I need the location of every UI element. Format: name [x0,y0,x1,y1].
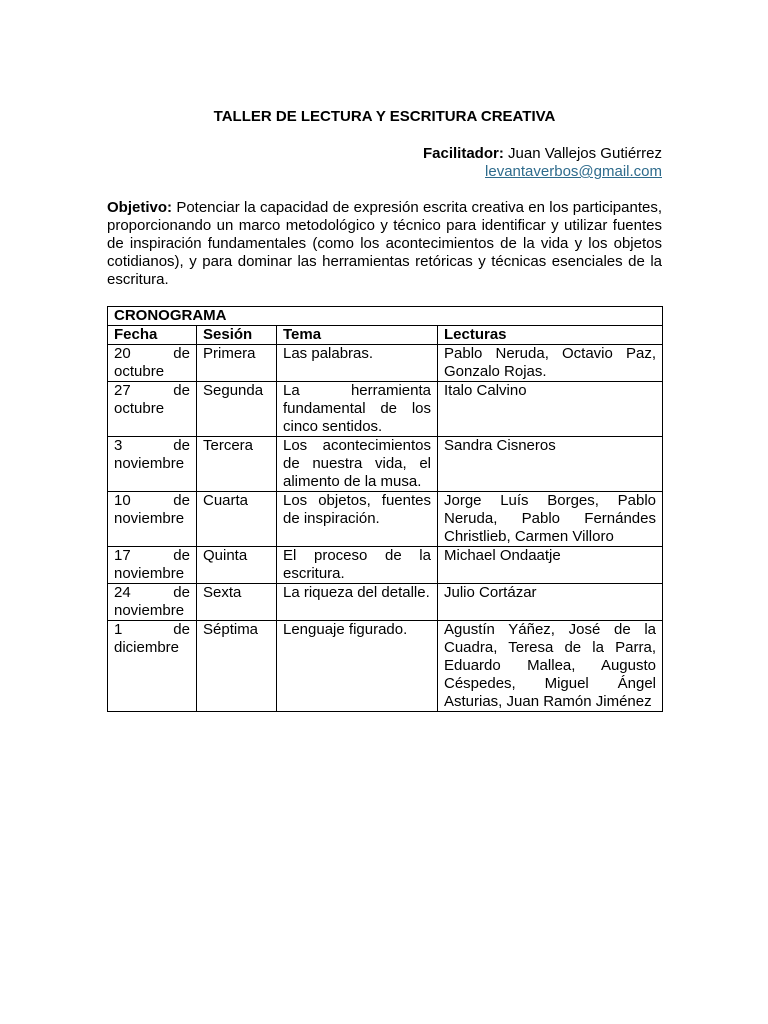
cell-lecturas: Italo Calvino [438,382,663,437]
schedule-caption-row [108,307,663,326]
column-header-fecha: Fecha [108,326,197,345]
cell-fecha: 3 de noviembre [108,437,197,492]
cell-sesion: Tercera [197,437,277,492]
cell-sesion: Quinta [197,547,277,584]
document-title: TALLER DE LECTURA Y ESCRITURA CREATIVA [213,108,556,125]
cell-fecha: 17 de noviembre [108,547,197,584]
cell-fecha: 10 de noviembre [108,492,197,547]
cell-tema: La riqueza del detalle. [277,584,438,621]
cell-sesion: Segunda [197,382,277,437]
cell-fecha: 27 de octubre [108,382,197,437]
table-row [108,547,663,584]
objective-paragraph [107,199,662,289]
objective-label: Objetivo: [107,199,173,216]
schedule-table [107,306,663,712]
cell-lecturas: Agustín Yáñez, José de la Cuadra, Teresa de la Parra, Eduardo Mallea, Augusto Céspedes, Miguel Ángel Asturias, Juan Ramón Jiménez [438,621,663,712]
table-row [108,621,663,712]
cell-fecha: 20 de octubre [108,345,197,382]
cell-sesion: Cuarta [197,492,277,547]
table-row [108,584,663,621]
cell-lecturas: Jorge Luís Borges, Pablo Neruda, Pablo Fernándes Christlieb, Carmen Villoro [438,492,663,547]
cell-fecha: 1 de diciembre [108,621,197,712]
cell-tema: Los acontecimientos de nuestra vida, el alimento de la musa. [277,437,438,492]
cell-lecturas: Michael Ondaatje [438,547,663,584]
schedule-caption: CRONOGRAMA [108,307,663,326]
cell-fecha: 24 de noviembre [108,584,197,621]
table-row [108,437,663,492]
column-header-tema: Tema [277,326,438,345]
cell-tema: Los objetos, fuentes de inspiración. [277,492,438,547]
cell-lecturas: Julio Cortázar [438,584,663,621]
facilitator-email-link[interactable]: levantaverbos@gmail.com [485,163,662,180]
cell-tema: Las palabras. [277,345,438,382]
cell-lecturas: Sandra Cisneros [438,437,663,492]
facilitator-name: Juan Vallejos Gutiérrez [508,145,662,162]
cell-sesion: Primera [197,345,277,382]
cell-lecturas: Pablo Neruda, Octavio Paz, Gonzalo Rojas. [438,345,663,382]
cell-sesion: Séptima [197,621,277,712]
column-header-lecturas: Lecturas [438,326,663,345]
table-row [108,492,663,547]
cell-sesion: Sexta [197,584,277,621]
table-row [108,345,663,382]
facilitator-line [423,145,662,163]
column-header-sesion: Sesión [197,326,277,345]
schedule-header-row [108,326,663,345]
objective-text: Potenciar la capacidad de expresión escrita creativa en los participantes, proporcionando un marco metodológico y técnico para identificar y utilizar fuentes de inspiración fundamentales (como los acontecimientos de la vida y los objetos cotidianos), y para dominar las herramientas retóricas y técnicas esenciales de la escritura. [107,199,662,288]
facilitator-label: Facilitador: [423,145,504,162]
cell-tema: El proceso de la escritura. [277,547,438,584]
cell-tema: La herramienta fundamental de los cinco sentidos. [277,382,438,437]
cell-tema: Lenguaje figurado. [277,621,438,712]
table-row [108,382,663,437]
